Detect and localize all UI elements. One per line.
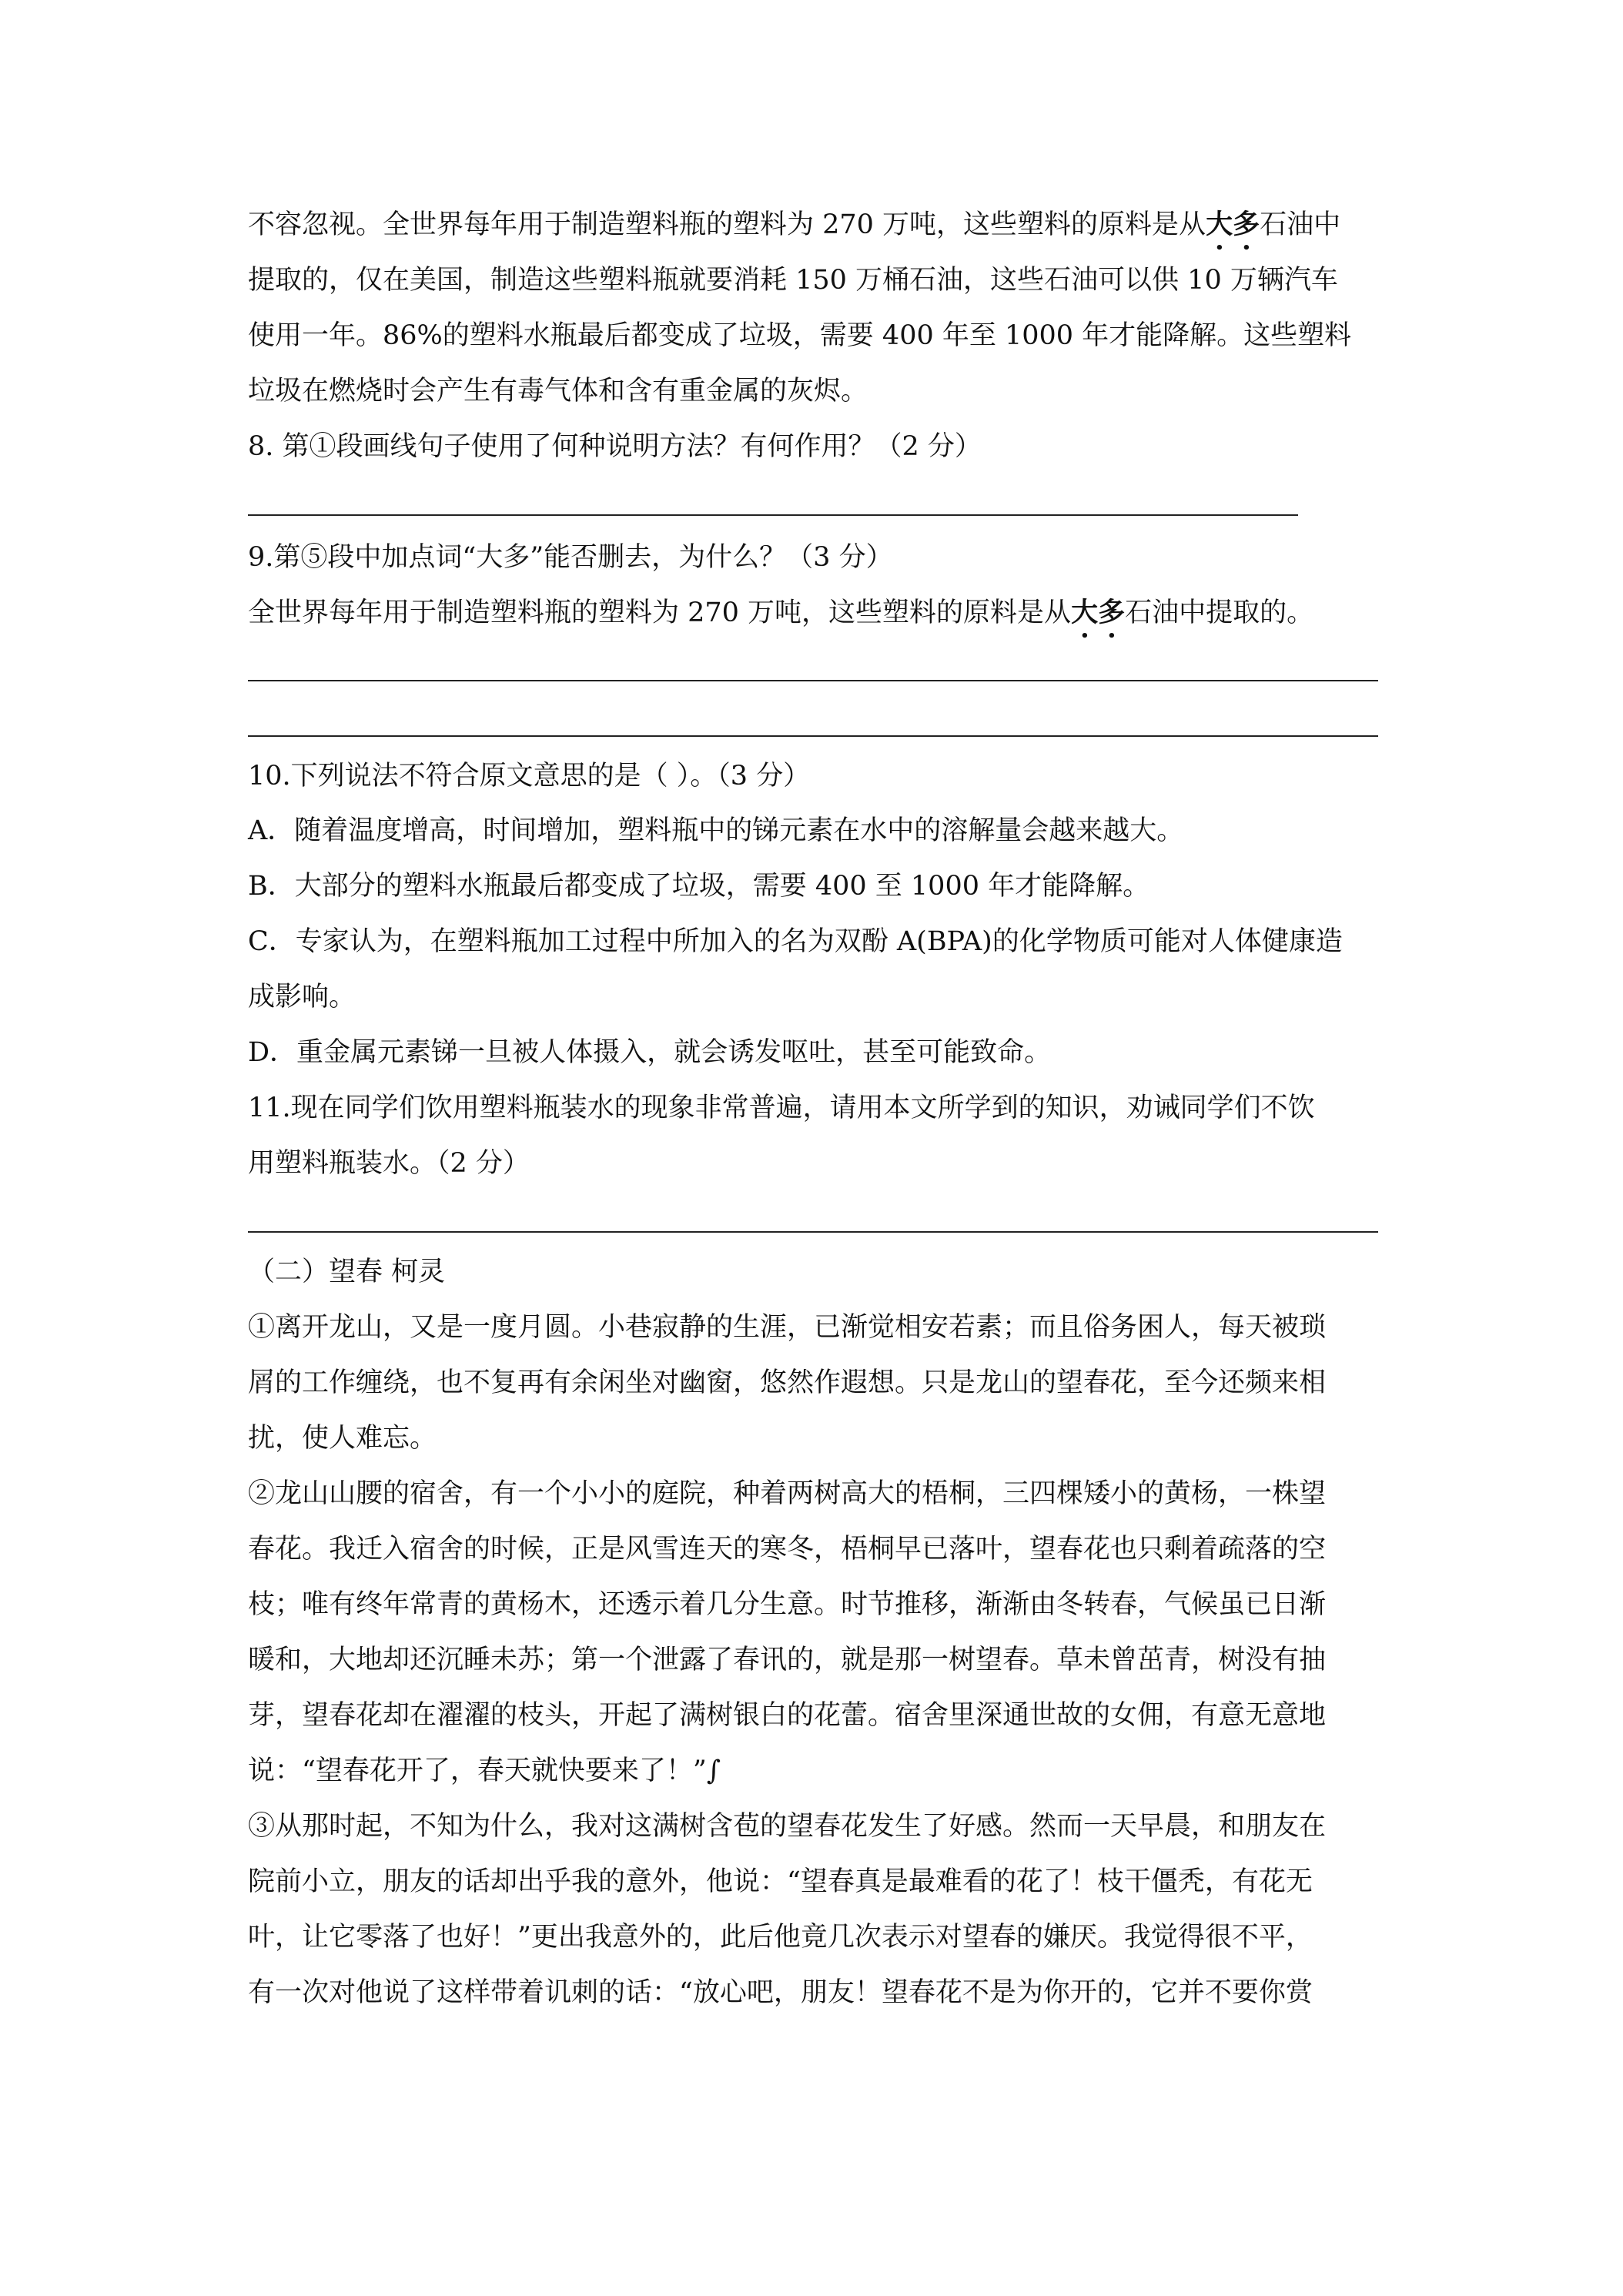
section-2-p3-line-2: 院前小立，朋友的话却出乎我的意外，他说：“望春真是最难看的花了！枝干僵秃，有花无 (248, 1866, 1313, 1897)
section-2-p2-line-1: ②龙山山腰的宿舍，有一个小小的庭院，种着两树高大的梧桐，三四棵矮小的黄杨，一株望 (248, 1478, 1327, 1509)
q9-quote-before: 全世界每年用于制造塑料瓶的塑料为 270 万吨，这些塑料的原料是从 (248, 597, 1072, 628)
answer-line-q8[interactable] (248, 514, 1298, 516)
passage-line-1-after: 石油中 (1260, 209, 1341, 240)
question-9: 9.第⑤段中加点词“大多”能否删去，为什么？（3 分） (248, 542, 893, 573)
passage-line-1-before: 不容忽视。全世界每年用于制造塑料瓶的塑料为 270 万吨，这些塑料的原料是从 (248, 209, 1206, 240)
q9-quote-after: 石油中提取的。 (1125, 597, 1314, 628)
answer-line-q9-1[interactable] (248, 680, 1378, 681)
question-9-quote (248, 594, 1313, 644)
passage-line-2: 提取的，仅在美国，制造这些塑料瓶就要消耗 150 万桶石油，这些石油可以供 10 万辆汽车 (248, 265, 1338, 296)
section-2-p2-line-2: 春花。我迁入宿舍的时候，正是风雪连天的寒冬，梧桐早已落叶，望春花也只剩着疏落的空 (248, 1534, 1327, 1565)
section-2-p2-line-5: 芽，望春花却在濯濯的枝头，开起了满树银白的花蕾。宿舍里深通世故的女佣，有意无意地 (248, 1700, 1327, 1731)
answer-line-q11[interactable] (248, 1231, 1378, 1233)
section-2-p2-line-6: 说：“望春花开了，春天就快要来了！”∫ (248, 1755, 721, 1786)
question-8: 8. 第①段画线句子使用了何种说明方法？有何作用？（2 分） (248, 431, 982, 462)
q10-option-d: D．重金属元素锑一旦被人体摄入，就会诱发呕吐，甚至可能致命。 (248, 1037, 1052, 1068)
q10-option-c-line-2: 成影响。 (248, 982, 356, 1012)
section-2-p3-line-3: 叶，让它零落了也好！”更出我意外的，此后他竟几次表示对望春的嫌厌。我觉得很不平， (248, 1922, 1313, 1953)
question-11-line-1: 11.现在同学们饮用塑料瓶装水的现象非常普遍，请用本文所学到的知识，劝诫同学们不饮 (248, 1093, 1315, 1123)
section-2-p3-line-1: ③从那时起，不知为什么，我对这满树含苞的望春花发生了好感。然而一天早晨，和朋友在 (248, 1811, 1327, 1842)
q9-emphasized-word: 大多 (1071, 597, 1126, 628)
section-2-p1-line-3: 扰，使人难忘。 (248, 1423, 437, 1454)
q10-option-a: A．随着温度增高，时间增加，塑料瓶中的锑元素在水中的溶解量会越来越大。 (248, 815, 1184, 846)
question-10: 10.下列说法不符合原文意思的是（ ）。（3 分） (248, 761, 811, 792)
passage-line-4: 垃圾在燃烧时会产生有毒气体和含有重金属的灰烬。 (248, 376, 868, 407)
section-2-p1-line-1: ①离开龙山，又是一度月圆。小巷寂静的生涯，已渐觉相安若素；而且俗务困人，每天被琐 (248, 1312, 1327, 1343)
q10-option-c-line-1: C．专家认为，在塑料瓶加工过程中所加入的名为双酚 A(BPA)的化学物质可能对人体健康造 (248, 926, 1343, 957)
answer-line-q9-2[interactable] (248, 735, 1378, 737)
emphasized-word: 大多 (1206, 209, 1260, 240)
section-2-heading: （二）望春 柯灵 (248, 1257, 446, 1287)
section-2-p2-line-3: 枝；唯有终年常青的黄杨木，还透示着几分生意。时节推移，渐渐由冬转春，气候虽已日渐 (248, 1589, 1327, 1620)
question-11-line-2: 用塑料瓶装水。（2 分） (248, 1148, 530, 1179)
passage-line-1 (248, 206, 1340, 256)
section-2-p2-line-4: 暖和，大地却还沉睡未苏；第一个泄露了春讯的，就是那一树望春。草未曾茁青，树没有抽 (248, 1645, 1327, 1675)
section-2-p1-line-2: 屑的工作缠绕，也不复再有余闲坐对幽窗，悠然作遐想。只是龙山的望春花，至今还频来相 (248, 1367, 1327, 1398)
q10-option-b: B．大部分的塑料水瓶最后都变成了垃圾，需要 400 至 1000 年才能降解。 (248, 871, 1150, 902)
passage-line-3: 使用一年。86%的塑料水瓶最后都变成了垃圾，需要 400 年至 1000 年才能降解。这些塑料 (248, 320, 1352, 351)
section-2-p3-line-4: 有一次对他说了这样带着讥刺的话：“放心吧，朋友！望春花不是为你开的，它并不要你赏 (248, 1977, 1313, 2008)
